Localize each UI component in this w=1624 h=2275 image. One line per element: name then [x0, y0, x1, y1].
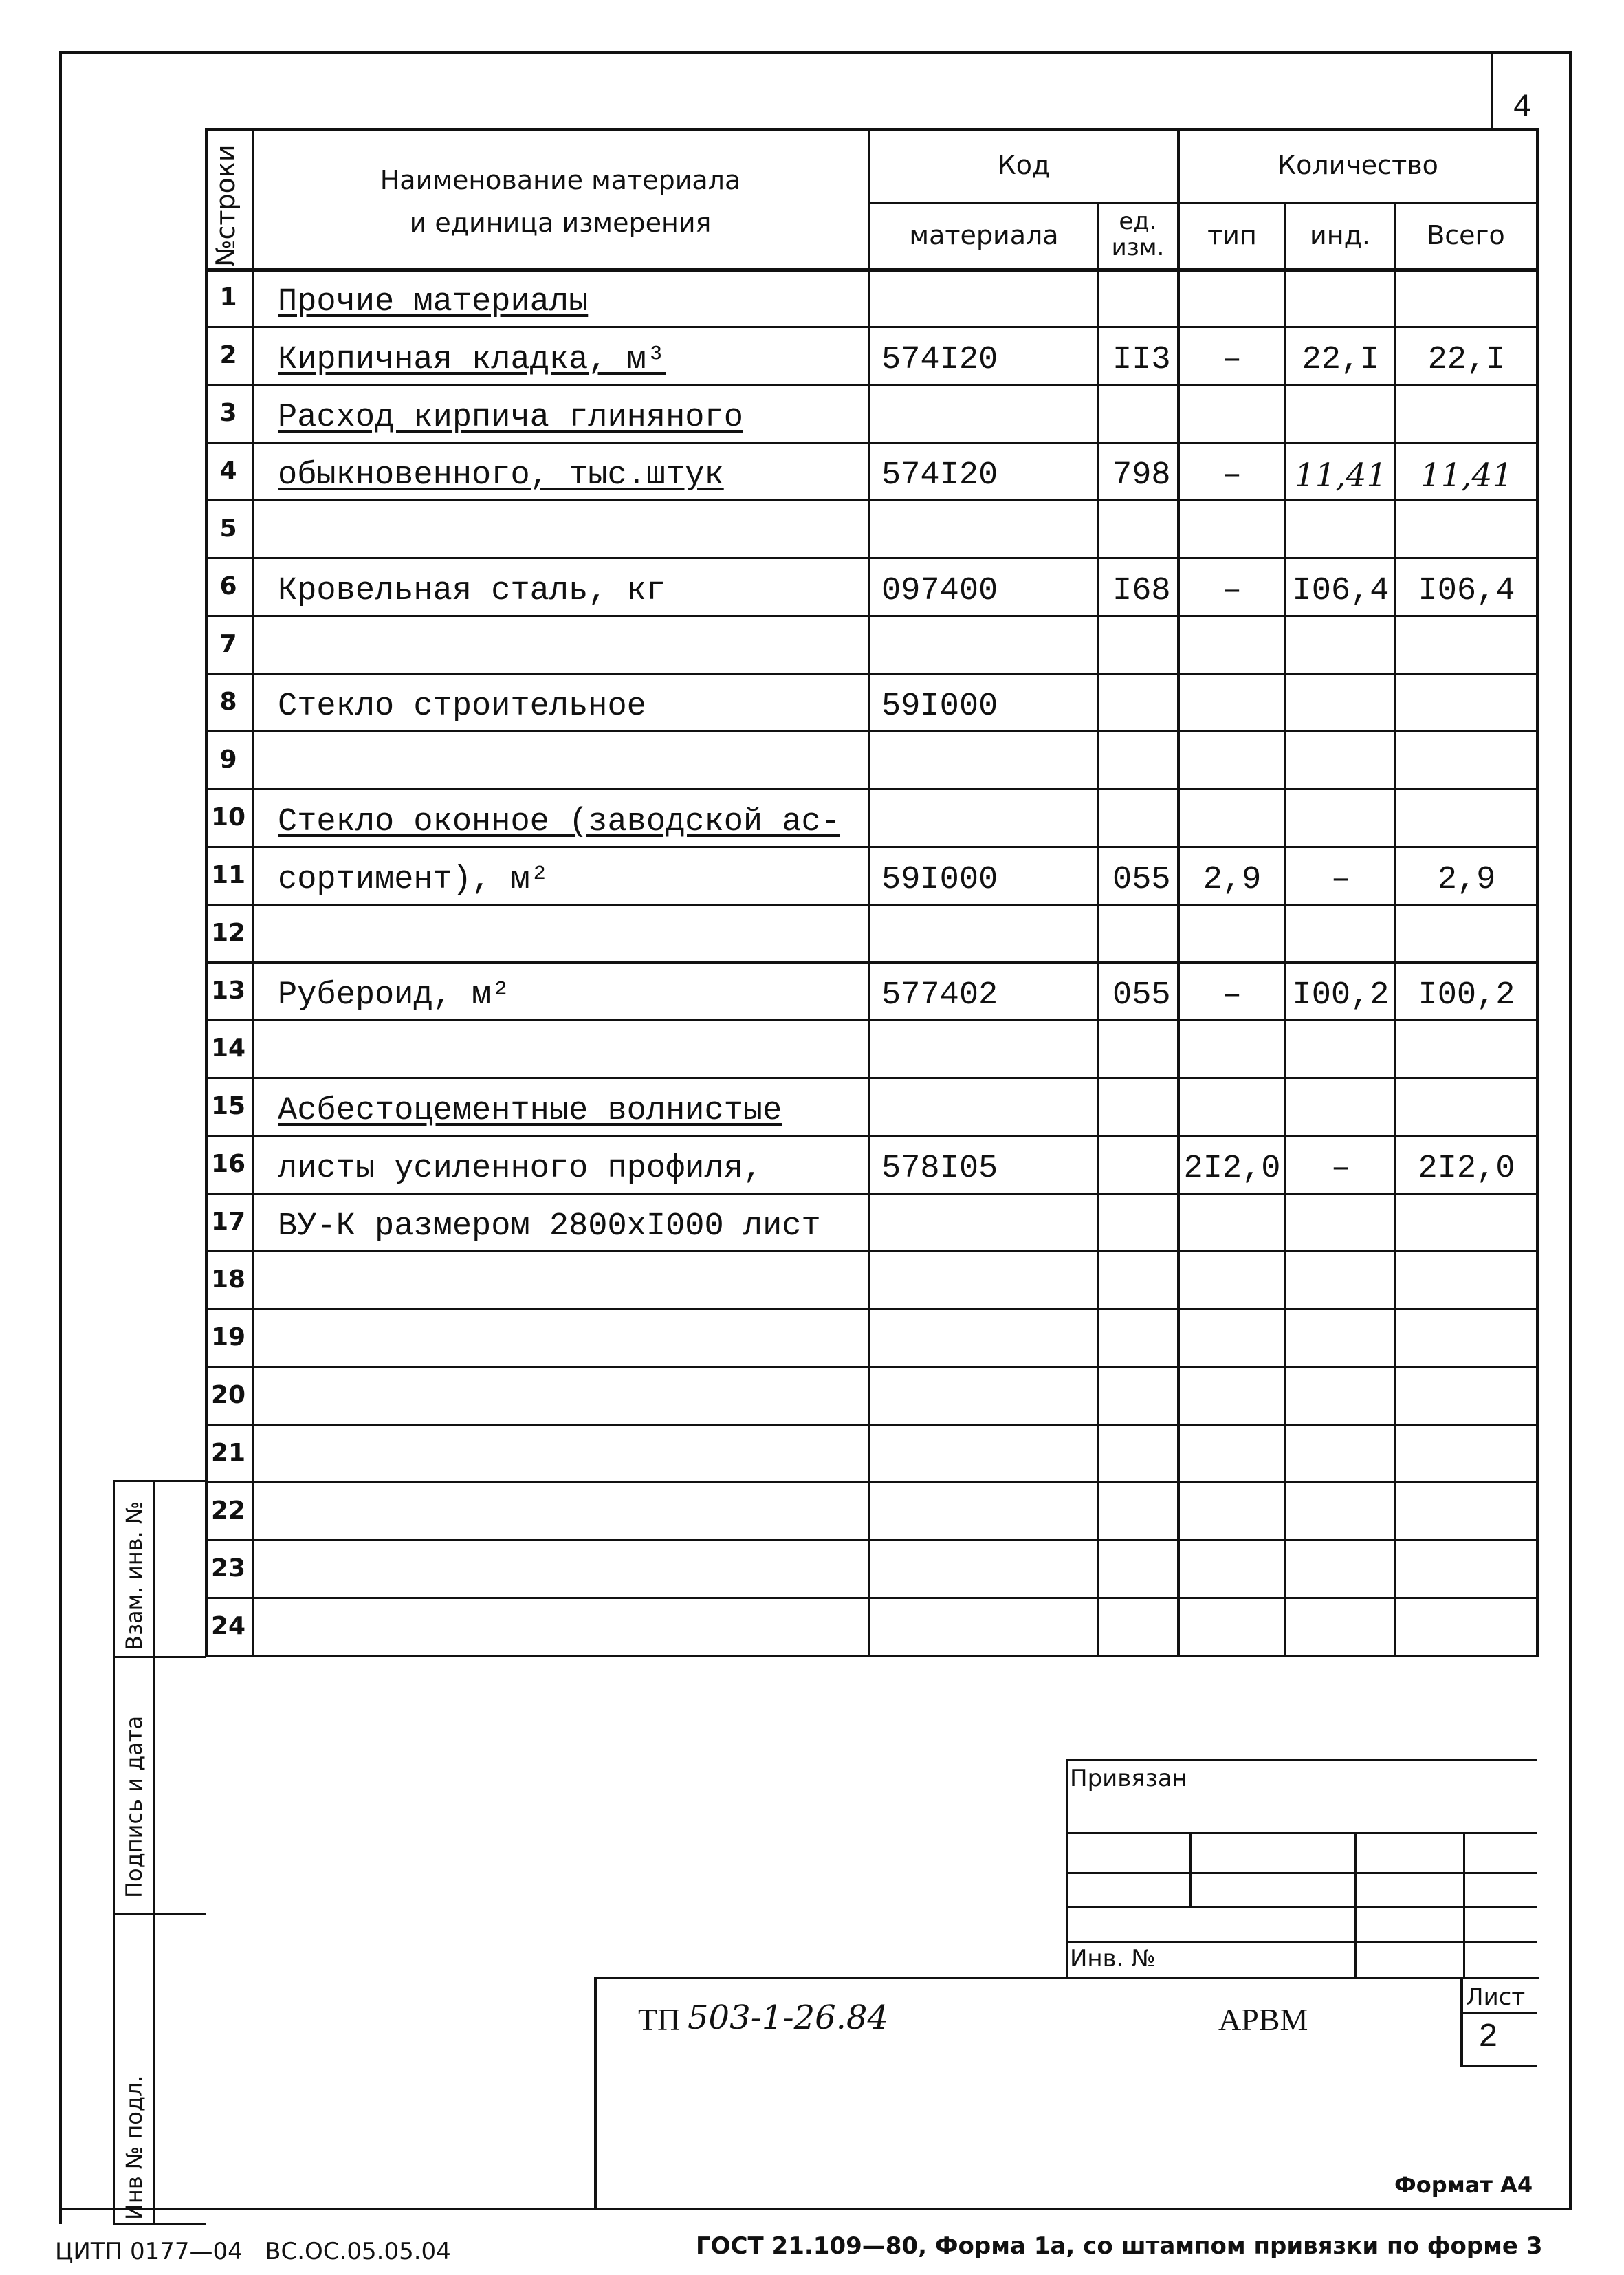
cell-name: листы усиленного профиля,: [278, 1151, 763, 1187]
cell-name: сортимент), м²: [278, 862, 549, 898]
row-number: 18: [210, 1265, 246, 1294]
row-number: 14: [210, 1034, 246, 1063]
cell-name: Расход кирпича глиняного: [278, 400, 743, 436]
title-sheet-left: [1460, 1977, 1463, 2066]
row-separator: [205, 1019, 1539, 1021]
row-separator: [205, 1250, 1539, 1252]
cell-code: 097400: [881, 573, 998, 609]
frame-right: [1569, 51, 1572, 2210]
row-separator: [205, 615, 1539, 617]
row-number: 7: [219, 630, 237, 658]
row-number: 12: [210, 919, 246, 947]
row-separator: [205, 1597, 1539, 1599]
cell-unit: II3: [1112, 342, 1171, 378]
side-stamp-inv-podl: Инв № подл.: [121, 2075, 147, 2220]
cell-ind: I06,4: [1292, 573, 1390, 609]
footer-right: ГОСТ 21.109—80, Форма 1а, со штампом привязки по форме 3: [696, 2232, 1543, 2260]
frame-top: [61, 51, 1570, 54]
section-code: АРВМ: [1218, 2002, 1308, 2037]
col-code-right: [1097, 204, 1099, 1657]
priv-left: [1066, 1759, 1068, 1978]
frame-bottom: [59, 2208, 1572, 2210]
header-unit-line1: ед.: [1119, 208, 1157, 235]
cell-ind: –: [1330, 1151, 1351, 1187]
cell-total: I06,4: [1418, 573, 1515, 609]
row-separator: [205, 557, 1539, 559]
cell-typ: 2I2,0: [1183, 1151, 1281, 1187]
cell-typ: 2,9: [1203, 862, 1262, 898]
row-number: 13: [210, 977, 246, 1005]
row-number: 22: [210, 1496, 246, 1525]
side-stamp-podpis: Подпись и дата: [121, 1715, 147, 1898]
row-number: 15: [210, 1092, 246, 1120]
header-name-line2: и единица измерения: [409, 208, 712, 238]
cell-name: ВУ-К размером 2800хI000 лист: [278, 1208, 821, 1245]
cell-name: Прочие материалы: [278, 284, 589, 320]
side-stamp-sep2: [113, 1913, 206, 1915]
cell-unit: 798: [1112, 457, 1171, 494]
row-separator: [205, 1655, 1539, 1657]
cell-ind: I00,2: [1292, 977, 1390, 1014]
row-number: 10: [210, 803, 246, 831]
priv-top: [1066, 1759, 1537, 1761]
header-unit-line2: изм.: [1111, 234, 1165, 261]
cell-total: I00,2: [1418, 977, 1515, 1014]
row-separator: [205, 1077, 1539, 1079]
cell-unit: 055: [1112, 977, 1171, 1014]
col-rownum-right: [252, 128, 254, 1657]
row-number: 9: [219, 745, 237, 774]
row-number: 1: [219, 283, 237, 312]
priv-h4: [1066, 1941, 1537, 1943]
cell-name: Кирпичная кладка, м³: [278, 342, 666, 378]
header-top: [205, 128, 1539, 131]
row-separator: [205, 1135, 1539, 1137]
cell-code: 578I05: [881, 1151, 998, 1187]
row-number: 24: [210, 1612, 246, 1640]
row-number: 21: [210, 1439, 246, 1467]
sheet-box-left: [1491, 51, 1493, 131]
cell-total: 11,41: [1420, 457, 1513, 494]
row-number: 11: [210, 861, 246, 889]
col-name-right: [868, 128, 870, 1657]
cell-total: 2I2,0: [1418, 1151, 1515, 1187]
row-separator: [205, 730, 1539, 732]
row-separator: [205, 788, 1539, 790]
cell-ind: 11,41: [1294, 457, 1387, 494]
cell-code: 59I000: [881, 862, 998, 898]
cell-typ: –: [1222, 457, 1242, 494]
cell-code: 574I20: [881, 342, 998, 378]
row-separator: [205, 1308, 1539, 1310]
footer-left: ЦИТП 0177—04 ВС.ОС.05.05.04: [55, 2238, 451, 2265]
side-stamp-top: [113, 1480, 206, 1482]
format-label: Формат А4: [1394, 2172, 1533, 2198]
row-separator: [205, 673, 1539, 675]
row-number: 17: [210, 1208, 246, 1236]
sheet-number-top: 4: [1513, 89, 1532, 125]
row-separator: [205, 846, 1539, 848]
cell-typ: –: [1222, 342, 1242, 378]
priv-v1: [1189, 1832, 1192, 1908]
row-separator: [205, 1424, 1539, 1426]
side-stamp-left: [113, 1480, 115, 2224]
priv-h1: [1066, 1832, 1537, 1834]
header-typ: тип: [1207, 220, 1257, 250]
cell-ind: 22,I: [1302, 342, 1380, 378]
header-bottom: [205, 268, 1539, 272]
cell-name: Стекло строительное: [278, 688, 646, 725]
row-separator: [205, 1193, 1539, 1195]
row-number: 2: [219, 341, 237, 369]
row-separator: [205, 499, 1539, 501]
priv-v3: [1463, 1832, 1465, 1977]
cell-name: Стекло оконное (заводской ас-: [278, 804, 840, 840]
header-material: материала: [909, 220, 1059, 250]
project-code: 503-1-26.84: [688, 1999, 889, 2037]
row-number: 20: [210, 1381, 246, 1409]
cell-total: 2,9: [1437, 862, 1496, 898]
header-mid: [868, 202, 1539, 204]
row-number: 5: [219, 514, 237, 543]
cell-total: 22,I: [1427, 342, 1506, 378]
cell-name: Рубероид, м²: [278, 977, 511, 1014]
row-number: 19: [210, 1323, 246, 1351]
row-number: 16: [210, 1150, 246, 1178]
side-stamp-vzam: Взам. инв. №: [121, 1501, 147, 1651]
row-number: 23: [210, 1554, 246, 1582]
row-number: 8: [219, 688, 237, 716]
project-prefix: ТП: [638, 2002, 681, 2037]
cell-unit: I68: [1112, 573, 1171, 609]
col-typ-right: [1284, 204, 1286, 1657]
cell-name: обыкновенного, тыс.штук: [278, 457, 724, 494]
header-quantity: Количество: [1277, 150, 1438, 180]
sheet-label: Лист: [1466, 1983, 1526, 2011]
side-stamp-bottom: [113, 2223, 206, 2225]
cell-name: Кровельная сталь, кг: [278, 573, 666, 609]
row-separator: [205, 1481, 1539, 1483]
cell-typ: –: [1222, 977, 1242, 1014]
row-separator: [205, 961, 1539, 964]
inv-no-label: Инв. №: [1070, 1945, 1156, 1972]
title-sheet-bottom: [1460, 2065, 1537, 2067]
cell-code: 59I000: [881, 688, 998, 725]
row-separator: [205, 904, 1539, 906]
title-top: [594, 1977, 1539, 1979]
col-ind-right: [1394, 204, 1396, 1657]
row-separator: [205, 442, 1539, 444]
side-stamp-mid: [153, 1480, 155, 2224]
row-separator: [205, 1539, 1539, 1541]
row-number: 4: [219, 457, 237, 485]
cell-code: 574I20: [881, 457, 998, 494]
header-total: Всего: [1427, 220, 1505, 250]
row-number: 6: [219, 572, 237, 600]
title-left: [594, 1977, 597, 2210]
row-separator: [205, 1366, 1539, 1368]
header-code: Код: [997, 150, 1051, 180]
header-name-line1: Наименование материала: [380, 165, 741, 195]
sheet-value: 2: [1478, 2019, 1498, 2056]
cell-ind: –: [1330, 862, 1351, 898]
table-right: [1536, 128, 1539, 1657]
row-separator: [205, 384, 1539, 386]
cell-name: Асбестоцементные волнистые: [278, 1093, 782, 1129]
row-separator: [205, 326, 1539, 328]
cell-unit: 055: [1112, 862, 1171, 898]
header-ind: инд.: [1310, 220, 1370, 250]
frame-left: [59, 51, 62, 2224]
header-row-no: №строки: [210, 144, 241, 267]
priv-h2: [1066, 1872, 1537, 1874]
cell-code: 577402: [881, 977, 998, 1014]
row-number: 3: [219, 399, 237, 427]
privyazan-label: Привязан: [1070, 1765, 1187, 1792]
title-sheet-mid: [1460, 2012, 1537, 2014]
side-stamp-sep1: [113, 1656, 206, 1658]
cell-typ: –: [1222, 573, 1242, 609]
priv-h3: [1066, 1906, 1537, 1908]
priv-v2: [1354, 1832, 1357, 1977]
